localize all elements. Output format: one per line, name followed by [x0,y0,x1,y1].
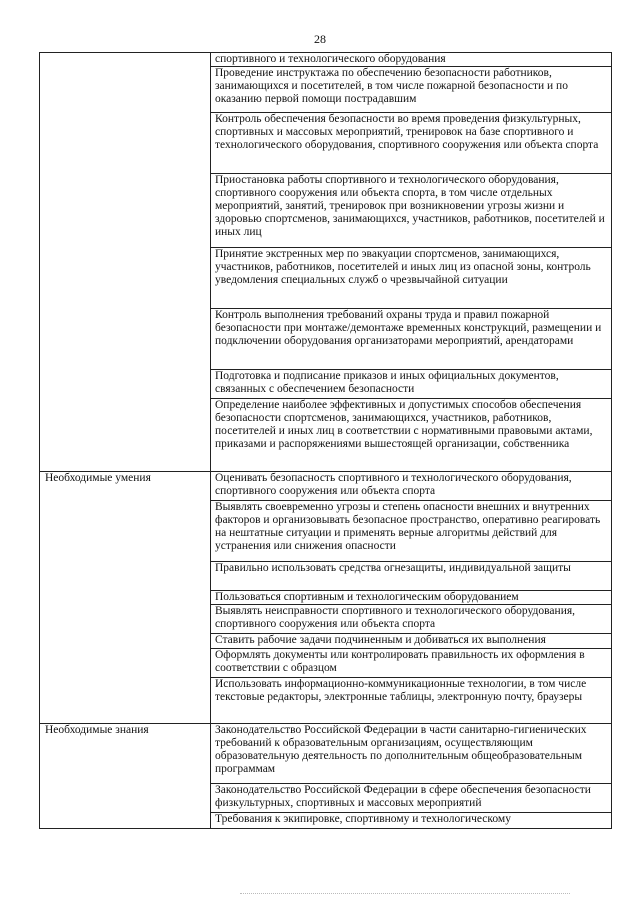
item-text: Определение наиболее эффективных и допустимых способов обеспечения безопасности спортсменов, занимающихся, участников, работников, посетителей и иных лиц в соответствии с нормативными правовыми актами, приказами и распоряжениями вышестоящей организации, собственника [211,399,612,472]
page-number: 28 [314,32,326,46]
item-text: Контроль обеспечения безопасности во время проведения физкультурных, спортивных и массовых мероприятий, тренировок на базе спортивного и технологического оборудования, спортивного сооружения или объекта спорта [211,113,612,174]
group-label: Необходимые умения [40,472,211,724]
item-text: Приостановка работы спортивного и технологического оборудования, спортивного сооружения или объекта спорта, в том числе отдельных мероприятий, занятий, тренировок при возникновении угрозы жизни и здоровью спортсменов, занимающихся, участников, работников, посетителей и иных лиц [211,174,612,248]
group-label [40,53,211,472]
item-text: Законодательство Российской Федерации в части санитарно-гигиенических требований к образовательным организациям, осуществляющим образовательную деятельность по дополнительным общеобразовательным программам [211,724,612,784]
item-text: Законодательство Российской Федерации в сфере обеспечения безопасности физкультурных, спортивных и массовых мероприятий [211,784,612,813]
item-text: Проведение инструктажа по обеспечению безопасности работников, занимающихся и посетителей, в том числе пожарной безопасности и по оказанию первой помощи пострадавшим [211,67,612,113]
item-text: Пользоваться спортивным и технологическим оборудованием [211,591,612,605]
table-body [40,53,612,829]
item-text: Требования к экипировке, спортивному и технологическому [211,813,612,829]
competency-table [39,52,612,829]
item-text: Оформлять документы или контролировать правильность их оформления в соответствии с образцом [211,649,612,678]
item-text: Правильно использовать средства огнезащиты, индивидуальной защиты [211,562,612,591]
item-text: Контроль выполнения требований охраны труда и правил пожарной безопасности при монтаже/демонтаже временных конструкций, размещении и подключении оборудования организаторами мероприятий, арендаторами [211,309,612,370]
item-text: спортивного и технологического оборудования [211,53,612,67]
group-label: Необходимые знания [40,724,211,829]
item-text: Выявлять своевременно угрозы и степень опасности внешних и внутренних факторов и организовывать безопасное пространство, оперативно реагировать на нештатные ситуации и применять верные алгоритмы действий для устранения или снижения опасности [211,501,612,562]
item-text: Принятие экстренных мер по эвакуации спортсменов, занимающихся, участников, работников, посетителей и иных лиц из опасной зоны, контроль уведомления специальных служб о чрезвычайной ситуации [211,248,612,309]
table-row [40,53,612,67]
scan-artifact [240,893,570,895]
item-text: Ставить рабочие задачи подчиненным и добиваться их выполнения [211,634,612,649]
item-text: Оценивать безопасность спортивного и технологического оборудования, спортивного сооружения или объекта спорта [211,472,612,501]
item-text: Выявлять неисправности спортивного и технологического оборудования, спортивного сооружения или объекта спорта [211,605,612,634]
table-row [40,724,612,784]
table-row [40,472,612,501]
item-text: Подготовка и подписание приказов и иных официальных документов, связанных с обеспечением безопасности [211,370,612,399]
item-text: Использовать информационно-коммуникационные технологии, в том числе текстовые редакторы, электронные таблицы, электронную почту, браузеры [211,678,612,724]
